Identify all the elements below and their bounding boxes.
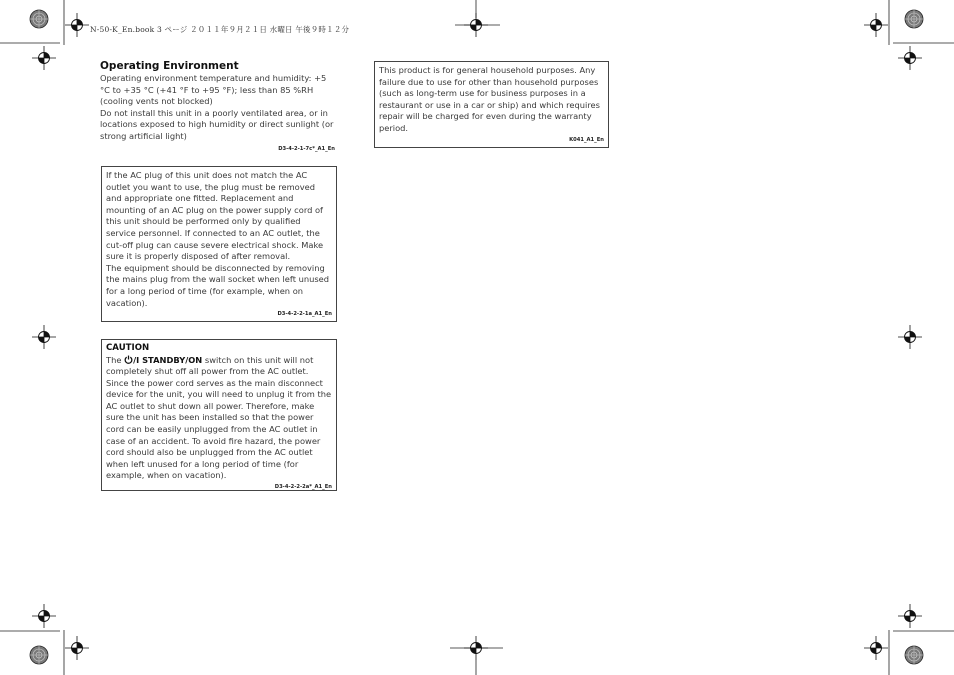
ac-plug-notice-box	[101, 166, 337, 322]
caution-heading: CAUTION	[106, 343, 150, 353]
caution-box	[101, 339, 337, 491]
registration-target-icon	[32, 46, 56, 70]
section-title: Operating Environment	[100, 60, 239, 72]
caution-text-lead: The	[106, 354, 125, 365]
temperature-humidity-text: Operating environment temperature and humidity: +5 °C to +35 °C (+41 °F to +95 °F); less than 85 %RH (cooling vents not blocked)	[100, 73, 327, 107]
registration-target-icon	[32, 325, 56, 349]
registration-target-icon	[65, 636, 89, 660]
registration-target-icon	[32, 604, 56, 628]
reference-code: D3-4-2-2-1a_A1_En	[277, 311, 332, 318]
household-use-text: This product is for general household purposes. Any failure due to use for other than household purposes (such as long-term use for business purposes in a restaurant or use in a car or ship) and which requires repair will be charged for even during the warranty period.	[379, 65, 600, 133]
registration-target-icon	[464, 636, 488, 660]
operating-environment-section	[100, 60, 337, 153]
registration-target-icon	[864, 13, 888, 37]
reference-code: D3-4-2-2-2a*_A1_En	[274, 484, 332, 491]
registration-target-icon	[898, 46, 922, 70]
registration-target-icon	[898, 604, 922, 628]
standby-switch-label: /I STANDBY/ON	[133, 354, 203, 365]
color-target-icon	[30, 646, 48, 664]
caution-text	[106, 355, 332, 483]
registration-target-icon	[864, 636, 888, 660]
registration-target-icon	[464, 13, 488, 37]
color-target-icon	[30, 10, 48, 28]
reference-code: K041_A1_En	[569, 136, 604, 143]
caution-text-body: switch on this unit will not completely shut off all power from the AC outlet. Since the power cord serves as the main disconnect device for the unit, you will need to unplug it from the AC outlet to shut down all power. Therefore, make sure the unit has been installed so that the power cord can be easily unplugged from the AC outlet in case of an accident. To avoid fire hazard, the power cord should also be unplugged from the AC outlet when left unused for a long period of time (for example, when on vacation).	[106, 354, 332, 481]
book-file-header: N-50-K_En.book 3 ページ ２０１１年９月２１日 水曜日 午後９時１２分	[90, 25, 350, 34]
registration-target-icon	[65, 13, 89, 37]
color-target-icon	[905, 10, 923, 28]
registration-target-icon	[898, 325, 922, 349]
mains-disconnect-text: The equipment should be disconnected by removing the mains plug from the wall socket when left unused for a long period of time (for example, when on vacation).	[106, 262, 330, 308]
reference-code: D3-4-2-1-7c*_A1_En	[278, 145, 335, 152]
ventilation-warning-text: Do not install this unit in a poorly ventilated area, or in locations exposed to high humidity or direct sunlight (or strong artificial light)	[100, 107, 334, 141]
household-notice-box	[374, 61, 609, 148]
color-target-icon	[905, 646, 923, 664]
ac-plug-replacement-text: If the AC plug of this unit does not match the AC outlet you want to use, the plug must be removed and appropriate one fitted. Replacement and mounting of an AC plug on the power supply cord of this unit should be performed only by qualified service personnel. If connected to an AC outlet, the cut-off plug can cause severe electrical shock. Make sure it is properly disposed of after removal.	[106, 170, 324, 262]
power-standby-icon	[124, 355, 133, 364]
